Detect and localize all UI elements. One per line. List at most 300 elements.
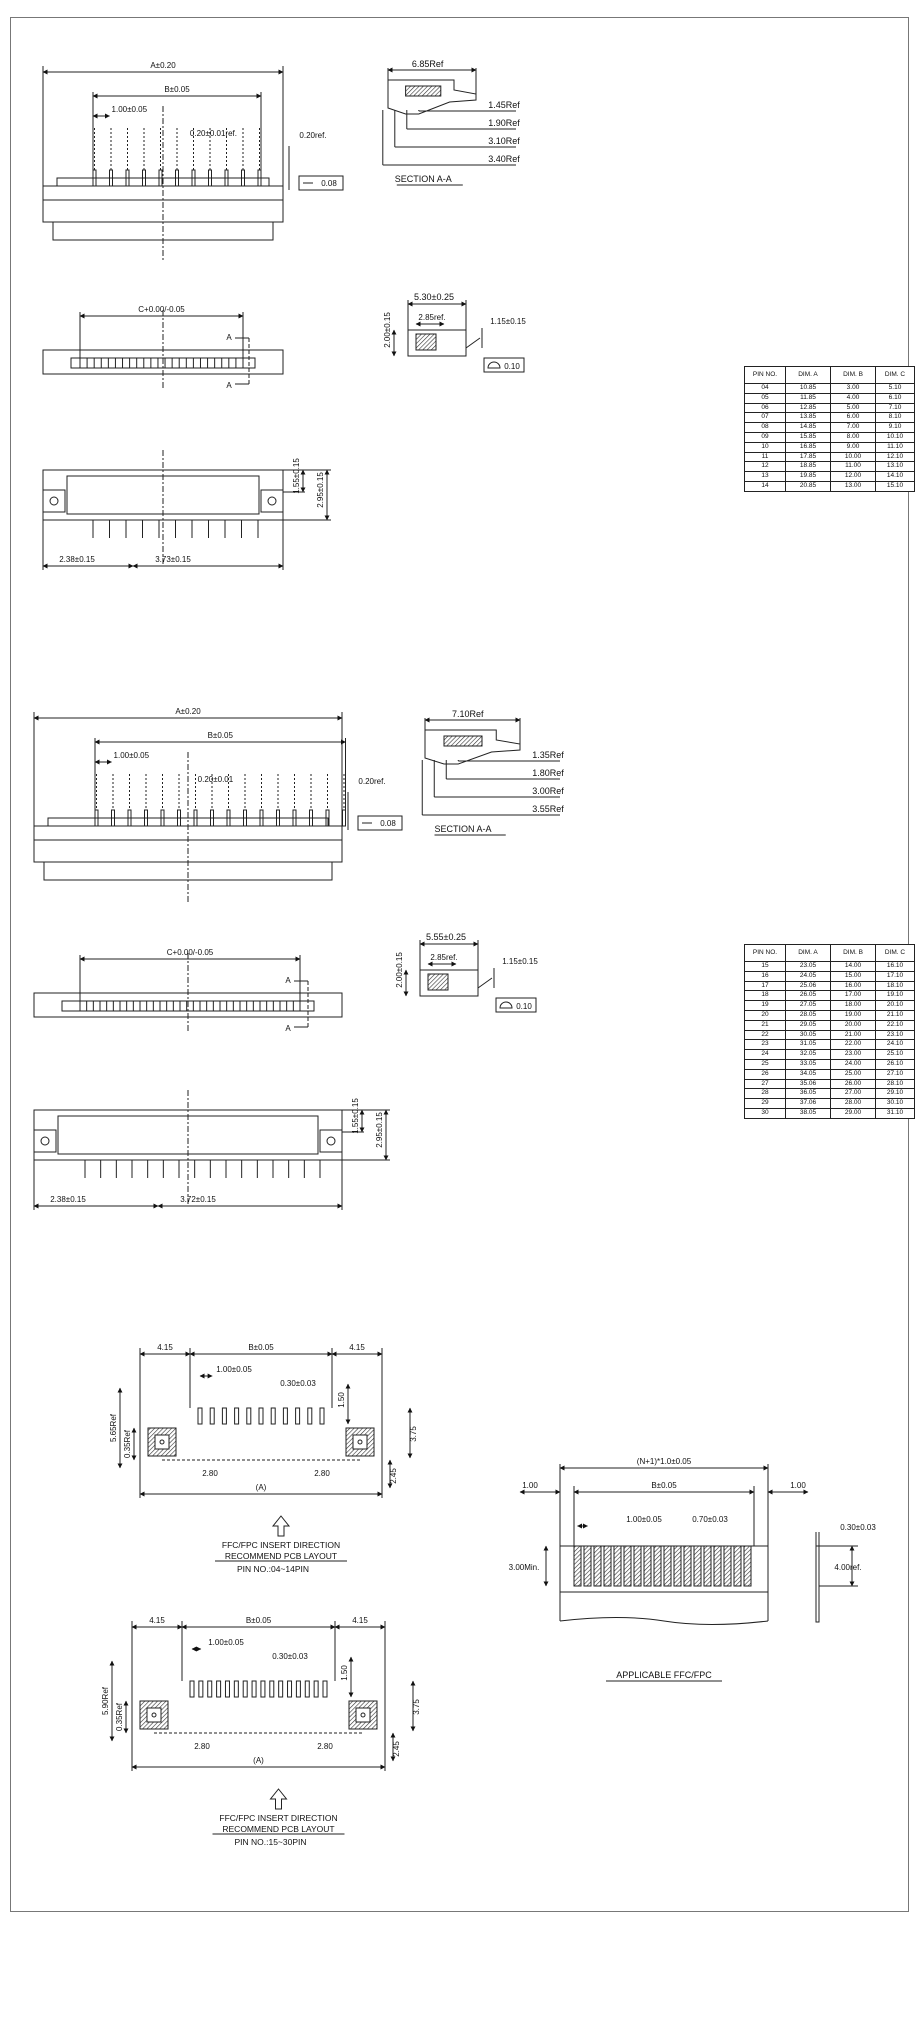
left-ear — [43, 490, 65, 512]
table-cell: 22.00 — [831, 1040, 876, 1050]
table-cell: 22 — [745, 1030, 786, 1040]
table-row — [745, 1050, 915, 1060]
table-cell: 16 — [745, 971, 786, 981]
dim-c-label: C+0.00/-0.05 — [138, 305, 185, 314]
table-cell: 27.00 — [831, 1089, 876, 1099]
pcb-padw-label: 0.30±0.03 — [272, 1652, 308, 1661]
table-row — [745, 452, 915, 462]
table-row — [745, 432, 915, 442]
table-row — [745, 981, 915, 991]
table-row — [745, 1059, 915, 1069]
table-cell: 13 — [745, 472, 786, 482]
table-row — [745, 472, 915, 482]
pcb-a-label: (A) — [255, 1483, 267, 1492]
table-cell: 10.00 — [831, 452, 876, 462]
table-cell: 08 — [745, 423, 786, 433]
right-peg — [268, 497, 276, 505]
section-view-2 — [422, 709, 564, 835]
table-row — [745, 962, 915, 972]
dim-a-label: A±0.20 — [150, 61, 176, 70]
table-cell: 18.10 — [876, 981, 915, 991]
table-cell: 20.00 — [831, 1020, 876, 1030]
dim-b-label: B±0.05 — [207, 731, 233, 740]
table-cell: 24 — [745, 1050, 786, 1060]
table-cell: 21.00 — [831, 1030, 876, 1040]
table-cell: 17.85 — [786, 452, 831, 462]
table-cell: 5.10 — [876, 384, 915, 394]
table-cell: 12.00 — [831, 472, 876, 482]
header-dim-c: DIM. C — [876, 945, 915, 962]
table-row — [745, 423, 915, 433]
table-cell: 15 — [745, 962, 786, 972]
ffc-caption: APPLICABLE FFC/FPC — [616, 1670, 712, 1680]
table-row — [745, 1030, 915, 1040]
header-dim-a: DIM. A — [786, 945, 831, 962]
ffc-ref-label: 4.00ref. — [834, 1563, 862, 1572]
pcb-pad — [308, 1408, 312, 1424]
table-cell: 13.85 — [786, 413, 831, 423]
bottom-h1-label: 2.38±0.15 — [50, 1195, 86, 1204]
table-cell: 19.10 — [876, 991, 915, 1001]
ref-label: 0.20ref. — [299, 131, 327, 140]
section-profile — [425, 730, 520, 764]
table-cell: 12.85 — [786, 403, 831, 413]
pcb-pad — [259, 1408, 263, 1424]
table-cell: 34.05 — [786, 1069, 831, 1079]
table-cell: 22.10 — [876, 1020, 915, 1030]
section-title: SECTION A-A — [394, 174, 452, 184]
flatness-label: 0.08 — [321, 179, 337, 188]
table-cell: 11.85 — [786, 393, 831, 403]
table-row — [745, 413, 915, 423]
table-cell: 14.10 — [876, 472, 915, 482]
table-cell: 19.00 — [831, 1010, 876, 1020]
pcb-pad — [198, 1408, 202, 1424]
header-dim-a: DIM. A — [786, 367, 831, 384]
dim-c-label: C+0.00/-0.05 — [166, 948, 214, 957]
table-cell: 5.00 — [831, 403, 876, 413]
table-cell: 8.10 — [876, 413, 915, 423]
insert-direction-arrow — [273, 1516, 289, 1536]
table-cell: 29.10 — [876, 1089, 915, 1099]
caption-pin-range: PIN NO.:04~14PIN — [236, 1564, 310, 1574]
table-cell: 20.85 — [786, 481, 831, 491]
ffc-conductor — [584, 1546, 591, 1586]
pcb-pad — [305, 1681, 309, 1697]
table-cell: 4.00 — [831, 393, 876, 403]
table-cell: 27 — [745, 1079, 786, 1089]
pcb-side-label: 4.15 — [157, 1343, 173, 1352]
ffc-conductor — [644, 1546, 651, 1586]
table-cell: 9.10 — [876, 423, 915, 433]
table-cell: 23.00 — [831, 1050, 876, 1060]
table-row — [745, 1079, 915, 1089]
bottom-h1-label: 2.38±0.15 — [59, 555, 95, 564]
section-h3-label: 3.10Ref — [488, 136, 520, 146]
table-cell: 26.10 — [876, 1059, 915, 1069]
table-cell: 17.00 — [831, 991, 876, 1001]
section-h4-label: 3.40Ref — [488, 154, 520, 164]
side-tail — [478, 978, 492, 988]
header-dim-b: DIM. B — [831, 945, 876, 962]
flatness-label: 0.08 — [380, 819, 396, 828]
table-cell: 16.00 — [831, 981, 876, 991]
caption-pcb-layout: RECOMMEND PCB LAYOUT — [222, 1824, 335, 1834]
table-cell: 25 — [745, 1059, 786, 1069]
table-cell: 30 — [745, 1108, 786, 1118]
pcb-hsmall-label: 0.35Ref — [123, 1429, 132, 1459]
table-cell: 9.00 — [831, 442, 876, 452]
section-title: SECTION A-A — [434, 824, 492, 834]
pcb-b-label: B±0.05 — [245, 1616, 272, 1625]
table-cell: 38.05 — [786, 1108, 831, 1118]
pcb-pad — [190, 1681, 194, 1697]
ref-label: 0.20ref. — [358, 777, 386, 786]
caption-insert-direction: FFC/FPC INSERT DIRECTION — [219, 1813, 338, 1823]
connector-side-view-1 — [383, 292, 526, 372]
table-cell: 11.10 — [876, 442, 915, 452]
pitch-label: 1.00±0.05 — [113, 751, 150, 760]
side-height-label: 2.00±0.15 — [383, 312, 392, 348]
table-cell: 7.00 — [831, 423, 876, 433]
caption-pcb-layout: RECOMMEND PCB LAYOUT — [224, 1551, 338, 1561]
table-cell: 16.10 — [876, 962, 915, 972]
caption-insert-direction: FFC/FPC INSERT DIRECTION — [221, 1540, 341, 1550]
table-cell: 25.10 — [876, 1050, 915, 1060]
ffc-fpc-drawing — [509, 1457, 877, 1681]
table-row — [745, 481, 915, 491]
pcb-pad — [243, 1681, 247, 1697]
table-row — [745, 1099, 915, 1109]
pcb-pad — [252, 1681, 256, 1697]
table-cell: 28.10 — [876, 1079, 915, 1089]
pcb-pad — [217, 1681, 221, 1697]
pcb-pad — [320, 1408, 324, 1424]
ffc-edge2-label: 1.00 — [790, 1481, 806, 1490]
section-h2-label: 1.80Ref — [532, 768, 564, 778]
bottom-h2-label: 3.73±0.15 — [155, 555, 191, 564]
pcb-x2-label: 2.80 — [317, 1742, 333, 1751]
table-cell: 26.00 — [831, 1079, 876, 1089]
section-a-bottom: A — [226, 381, 232, 390]
pcb-right-hole — [353, 1435, 367, 1449]
pcb-pady-label: 3.75 — [412, 1699, 421, 1715]
table-cell: 07 — [745, 413, 786, 423]
pcb-pad — [270, 1681, 274, 1697]
caption-pin-range: PIN NO.:15~30PIN — [234, 1837, 307, 1847]
table-cell: 23.05 — [786, 962, 831, 972]
ffc-thick-label: 0.30±0.03 — [840, 1523, 876, 1532]
side-pocket — [428, 974, 448, 990]
pcb-pad — [314, 1681, 318, 1697]
side-width-label: 5.55±0.25 — [426, 932, 466, 942]
table-cell: 28 — [745, 1089, 786, 1099]
table-cell: 14.85 — [786, 423, 831, 433]
table-cell: 15.85 — [786, 432, 831, 442]
section-a-bottom: A — [285, 1024, 291, 1033]
pcb-x1-label: 2.80 — [202, 1469, 218, 1478]
table-cell: 33.05 — [786, 1059, 831, 1069]
table-header-row — [745, 945, 915, 962]
table-cell: 23.10 — [876, 1030, 915, 1040]
section-cavity — [444, 736, 482, 746]
ffc-thickness — [816, 1546, 819, 1622]
table-cell: 32.05 — [786, 1050, 831, 1060]
table-cell: 37.06 — [786, 1099, 831, 1109]
table-row — [745, 991, 915, 1001]
connector-bottom-view-1 — [43, 450, 331, 570]
table-cell: 26 — [745, 1069, 786, 1079]
pcb-layout-2 — [101, 1616, 421, 1847]
ffc-conductor — [604, 1546, 611, 1586]
ffc-conductor — [594, 1546, 601, 1586]
section-h3-label: 3.00Ref — [532, 786, 564, 796]
ffc-conductor — [634, 1546, 641, 1586]
table-cell: 31.10 — [876, 1108, 915, 1118]
ffc-conductor — [614, 1546, 621, 1586]
pcb-padh-label: 1.50 — [340, 1665, 349, 1681]
table-cell: 3.00 — [831, 384, 876, 394]
table-cell: 10 — [745, 442, 786, 452]
table-row — [745, 1089, 915, 1099]
pcb-pitch-label: 1.00±0.05 — [216, 1365, 252, 1374]
section-h1-label: 1.35Ref — [532, 750, 564, 760]
side-height-label: 2.00±0.15 — [395, 952, 404, 988]
pcb-pad — [288, 1681, 292, 1697]
table-row — [745, 1108, 915, 1118]
header-dim-c: DIM. C — [876, 367, 915, 384]
ffc-conductor — [624, 1546, 631, 1586]
connector-top-view-2 — [34, 948, 342, 1033]
section-h1-label: 1.45Ref — [488, 100, 520, 110]
connector-front-view-2 — [34, 707, 402, 902]
ffc-min-label: 3.00Min. — [508, 1563, 540, 1572]
pcb-x1-label: 2.80 — [194, 1742, 210, 1751]
pcb-side2-label: 4.15 — [352, 1616, 368, 1625]
table-cell: 06 — [745, 403, 786, 413]
ffc-conductor — [724, 1546, 731, 1586]
table-cell: 13.10 — [876, 462, 915, 472]
pcb-htotal-label: 5.65Ref — [109, 1413, 118, 1443]
table-cell: 29.05 — [786, 1020, 831, 1030]
pitch-label: 1.00±0.05 — [111, 105, 148, 114]
table-cell: 27.10 — [876, 1069, 915, 1079]
table-cell: 8.00 — [831, 432, 876, 442]
section-a-top: A — [285, 976, 291, 985]
dim-a-label: A±0.20 — [175, 707, 201, 716]
table-cell: 04 — [745, 384, 786, 394]
table-cell: 6.10 — [876, 393, 915, 403]
table-cell: 12.10 — [876, 452, 915, 462]
pcb-pad — [296, 1408, 300, 1424]
pcb-padh-label: 1.50 — [337, 1392, 346, 1408]
table-row — [745, 971, 915, 981]
table-cell: 19 — [745, 1001, 786, 1011]
table-row — [745, 1010, 915, 1020]
bottom-h2-label: 3.72±0.15 — [180, 1195, 216, 1204]
pcb-pad — [222, 1408, 226, 1424]
table-cell: 25.06 — [786, 981, 831, 991]
pcb-padw-label: 0.30±0.03 — [280, 1379, 316, 1388]
pcb-side-label: 4.15 — [149, 1616, 165, 1625]
table-cell: 15.10 — [876, 481, 915, 491]
ffc-edge1-label: 1.00 — [522, 1481, 538, 1490]
table-cell: 24.10 — [876, 1040, 915, 1050]
header-pin: PIN NO. — [745, 945, 786, 962]
ffc-b-label: B±0.05 — [651, 1481, 677, 1490]
table-row — [745, 1001, 915, 1011]
side-a-label: 2.85ref. — [418, 313, 446, 322]
pcb-pad — [296, 1681, 300, 1697]
side-pocket — [416, 334, 436, 350]
table-cell: 16.85 — [786, 442, 831, 452]
table-cell: 11 — [745, 452, 786, 462]
table-cell: 35.06 — [786, 1079, 831, 1089]
bottom-v1-label: 1.55±0.15 — [292, 458, 301, 494]
table-cell: 6.00 — [831, 413, 876, 423]
ffc-conductor — [574, 1546, 581, 1586]
table-cell: 18.00 — [831, 1001, 876, 1011]
section-width-label: 6.85Ref — [411, 59, 444, 69]
pcb-pad — [323, 1681, 327, 1697]
table-row — [745, 393, 915, 403]
table-cell: 28.05 — [786, 1010, 831, 1020]
table-cell: 15.00 — [831, 971, 876, 981]
table-row — [745, 1040, 915, 1050]
pin-width-label: 0.20±0.01ref. — [189, 129, 237, 138]
ffc-conductor — [694, 1546, 701, 1586]
pcb-pad — [199, 1681, 203, 1697]
ffc-conductor — [704, 1546, 711, 1586]
table-cell: 30.10 — [876, 1099, 915, 1109]
profile-symbol — [500, 1002, 512, 1008]
table-cell: 27.05 — [786, 1001, 831, 1011]
pcb-pad — [210, 1408, 214, 1424]
pcb-y2-label: 2.45 — [389, 1468, 398, 1484]
connector-top-view-1 — [43, 305, 283, 390]
side-flatness-label: 0.10 — [504, 362, 520, 371]
pcb-x2-label: 2.80 — [314, 1469, 330, 1478]
table-cell: 13.00 — [831, 481, 876, 491]
table-cell: 21 — [745, 1020, 786, 1030]
table-cell: 18.85 — [786, 462, 831, 472]
table-cell: 18 — [745, 991, 786, 1001]
table-cell: 31.05 — [786, 1040, 831, 1050]
section-a-top: A — [226, 333, 232, 342]
table-cell: 26.05 — [786, 991, 831, 1001]
pcb-y2-label: 2.45 — [392, 1741, 401, 1757]
connector-bottom-view-2 — [34, 1090, 390, 1210]
right-peg — [327, 1137, 335, 1145]
table-row — [745, 1069, 915, 1079]
ffc-conductor — [744, 1546, 751, 1586]
pcb-layout-1 — [109, 1343, 418, 1574]
side-width-label: 5.30±0.25 — [414, 292, 454, 302]
profile-symbol — [488, 362, 500, 368]
table-cell: 20.10 — [876, 1001, 915, 1011]
table-cell: 10.10 — [876, 432, 915, 442]
section-cavity — [406, 86, 441, 96]
table-cell: 20 — [745, 1010, 786, 1020]
table-row — [745, 1020, 915, 1030]
side-tail — [466, 338, 480, 348]
ffc-conductor — [674, 1546, 681, 1586]
right-ear — [261, 490, 283, 512]
table-cell: 09 — [745, 432, 786, 442]
side-b-label: 1.15±0.15 — [502, 957, 538, 966]
dimension-table-1 — [744, 366, 915, 492]
pin-width-label: 0.20±0.01 — [197, 775, 234, 784]
pcb-pad — [271, 1408, 275, 1424]
pcb-pad — [247, 1408, 251, 1424]
left-peg — [50, 497, 58, 505]
ffc-pitch-label: 1.00±0.05 — [626, 1515, 662, 1524]
ffc-break-line — [560, 1618, 768, 1625]
right-ear — [320, 1130, 342, 1152]
header-pin: PIN NO. — [745, 367, 786, 384]
table-cell: 14 — [745, 481, 786, 491]
pcb-left-hole — [147, 1708, 161, 1722]
pcb-right-hole — [356, 1708, 370, 1722]
section-h2-label: 1.90Ref — [488, 118, 520, 128]
dimension-table-2 — [744, 944, 915, 1119]
table-cell: 36.05 — [786, 1089, 831, 1099]
table-header-row — [745, 367, 915, 384]
pcb-side2-label: 4.15 — [349, 1343, 365, 1352]
side-b-label: 1.15±0.15 — [490, 317, 526, 326]
dim-b-label: B±0.05 — [164, 85, 190, 94]
connector-front-view-1 — [43, 61, 343, 262]
ffc-conductor — [734, 1546, 741, 1586]
left-peg — [41, 1137, 49, 1145]
table-cell: 11.00 — [831, 462, 876, 472]
pcb-pad — [279, 1681, 283, 1697]
insert-direction-arrow — [271, 1789, 287, 1809]
ffc-total-label: (N+1)*1.0±0.05 — [636, 1457, 692, 1466]
pcb-pad — [234, 1681, 238, 1697]
ffc-conductor — [654, 1546, 661, 1586]
pcb-pitch-label: 1.00±0.05 — [208, 1638, 244, 1647]
pcb-pad — [283, 1408, 287, 1424]
table-cell: 28.00 — [831, 1099, 876, 1109]
pcb-left-hole — [155, 1435, 169, 1449]
table-cell: 17 — [745, 981, 786, 991]
pcb-pady-label: 3.75 — [409, 1426, 418, 1442]
bottom-v1-label: 1.55±0.15 — [351, 1098, 360, 1134]
table-row — [745, 462, 915, 472]
ffc-conductor — [684, 1546, 691, 1586]
table-row — [745, 384, 915, 394]
ffc-conductor — [714, 1546, 721, 1586]
table-cell: 23 — [745, 1040, 786, 1050]
table-cell: 24.05 — [786, 971, 831, 981]
section-view-1 — [383, 59, 520, 185]
table-cell: 7.10 — [876, 403, 915, 413]
table-cell: 21.10 — [876, 1010, 915, 1020]
table-row — [745, 442, 915, 452]
table-cell: 12 — [745, 462, 786, 472]
pcb-pad — [235, 1408, 239, 1424]
table-cell: 19.85 — [786, 472, 831, 482]
table-cell: 29 — [745, 1099, 786, 1109]
pcb-hsmall-label: 0.35Ref — [115, 1702, 124, 1732]
table-cell: 14.00 — [831, 962, 876, 972]
ffc-cond-label: 0.70±0.03 — [692, 1515, 728, 1524]
bottom-v2-label: 2.95±0.15 — [316, 472, 325, 508]
section-h4-label: 3.55Ref — [532, 804, 564, 814]
table-cell: 25.00 — [831, 1069, 876, 1079]
pcb-pad — [208, 1681, 212, 1697]
